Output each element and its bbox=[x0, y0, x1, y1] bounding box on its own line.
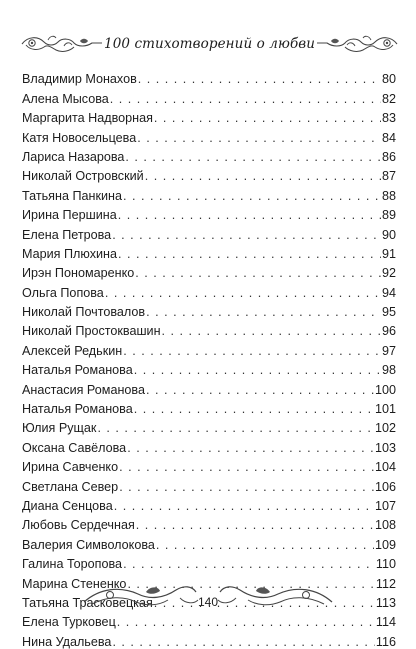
toc-page-number: 95 bbox=[381, 305, 396, 320]
dot-leader bbox=[134, 363, 381, 377]
dot-leader bbox=[135, 266, 381, 280]
dot-leader bbox=[125, 150, 381, 164]
toc-author: Татьяна Панкина bbox=[22, 188, 122, 203]
toc-author: Елена Петрова bbox=[22, 227, 112, 242]
toc-author: Ольга Попова bbox=[22, 285, 104, 300]
dot-leader bbox=[105, 286, 381, 300]
toc-entry bbox=[22, 261, 396, 280]
toc-entry bbox=[22, 319, 396, 338]
toc-author: Светлана Север bbox=[22, 479, 119, 494]
toc-page-number: 89 bbox=[381, 208, 396, 223]
toc-page-number: 87 bbox=[381, 169, 396, 184]
toc-author: Анастасия Романова bbox=[22, 382, 145, 397]
dot-leader bbox=[162, 324, 381, 338]
toc-entry bbox=[22, 435, 396, 454]
dot-leader bbox=[145, 169, 381, 183]
dot-leader bbox=[112, 228, 381, 242]
toc-page-number: 84 bbox=[381, 130, 396, 145]
toc-page-number: 109 bbox=[374, 537, 396, 552]
toc-author: Ирэн Пономаренко bbox=[22, 266, 135, 281]
toc-entry bbox=[22, 106, 396, 125]
toc-entry bbox=[22, 300, 396, 319]
toc-author: Наталья Романова bbox=[22, 402, 133, 417]
toc-author: Мария Плюхина bbox=[22, 246, 117, 261]
toc-entry bbox=[22, 280, 396, 299]
toc-entry bbox=[22, 416, 396, 435]
toc-author: Нина Удальева bbox=[22, 634, 112, 649]
toc-entry bbox=[22, 358, 396, 377]
book-title-header: 100 стихотворений о любви bbox=[104, 36, 316, 52]
toc-entry bbox=[22, 610, 396, 629]
toc-entry bbox=[22, 455, 396, 474]
left-flourish-ornament-icon bbox=[18, 32, 104, 56]
toc-page-number: 102 bbox=[374, 421, 396, 436]
toc-author: Алена Мысова bbox=[22, 91, 109, 106]
toc-page-number: 113 bbox=[375, 595, 396, 610]
dot-leader bbox=[146, 305, 381, 319]
toc-author: Диана Сенцова bbox=[22, 498, 113, 513]
dot-leader bbox=[123, 557, 375, 571]
dot-leader bbox=[156, 538, 374, 552]
dot-leader bbox=[118, 247, 381, 261]
toc-entry bbox=[22, 474, 396, 493]
toc-author: Ирина Савченко bbox=[22, 460, 119, 475]
toc-author: Николай Простоквашин bbox=[22, 324, 161, 339]
toc-entry bbox=[22, 183, 396, 202]
toc-page-number: 110 bbox=[375, 557, 396, 572]
toc-entry bbox=[22, 377, 396, 396]
toc-page-number: 112 bbox=[375, 576, 396, 591]
dot-leader bbox=[136, 518, 374, 532]
dot-leader bbox=[123, 189, 381, 203]
toc-page-number: 104 bbox=[374, 460, 396, 475]
toc-page-number: 82 bbox=[381, 91, 396, 106]
dot-leader bbox=[97, 421, 374, 435]
toc-author: Николай Островский bbox=[22, 169, 144, 184]
table-of-contents bbox=[22, 67, 396, 649]
toc-author: Николай Почтовалов bbox=[22, 305, 146, 320]
toc-author: Юлия Рущак bbox=[22, 421, 97, 436]
toc-page-number: 108 bbox=[374, 518, 396, 533]
toc-author: Наталья Романова bbox=[22, 363, 133, 378]
right-flourish-ornament-icon bbox=[315, 32, 401, 56]
toc-entry bbox=[22, 338, 396, 357]
dot-leader bbox=[154, 111, 381, 125]
toc-page-number: 97 bbox=[381, 343, 396, 358]
toc-author: Галина Торопова bbox=[22, 557, 123, 572]
toc-author: Марина Стененко bbox=[22, 576, 127, 591]
toc-page-number: 116 bbox=[375, 634, 396, 649]
dot-leader bbox=[119, 480, 374, 494]
dot-leader bbox=[123, 344, 381, 358]
dot-leader bbox=[134, 402, 374, 416]
dot-leader bbox=[127, 441, 374, 455]
toc-author: Оксана Савёлова bbox=[22, 440, 127, 455]
toc-author: Елена Турковец bbox=[22, 615, 116, 630]
dot-leader bbox=[114, 499, 374, 513]
toc-author: Маргарита Надворная bbox=[22, 111, 153, 126]
toc-author: Любовь Сердечная bbox=[22, 518, 135, 533]
toc-page-number: 103 bbox=[374, 440, 396, 455]
toc-author: Валерия Символокова bbox=[22, 537, 155, 552]
toc-page-number: 96 bbox=[381, 324, 396, 339]
toc-page-number: 114 bbox=[375, 615, 396, 630]
toc-entry bbox=[22, 125, 396, 144]
toc-author: Владимир Монахов bbox=[22, 72, 137, 87]
toc-entry bbox=[22, 145, 396, 164]
dot-leader bbox=[117, 615, 375, 629]
toc-page-number: 91 bbox=[381, 246, 396, 261]
dot-leader bbox=[118, 208, 381, 222]
toc-entry bbox=[22, 494, 396, 513]
toc-page-number: 86 bbox=[381, 149, 396, 164]
toc-page-number: 88 bbox=[381, 188, 396, 203]
toc-entry bbox=[22, 203, 396, 222]
toc-page-number: 92 bbox=[381, 266, 396, 281]
page-number: 140 bbox=[197, 595, 219, 609]
dot-leader bbox=[110, 92, 381, 106]
toc-page-number: 83 bbox=[381, 111, 396, 126]
dot-leader bbox=[138, 72, 381, 86]
dot-leader bbox=[112, 635, 374, 649]
dot-leader bbox=[146, 383, 374, 397]
toc-page-number: 101 bbox=[374, 402, 396, 417]
dot-leader bbox=[119, 460, 374, 474]
toc-author: Татьяна Трасковецкая bbox=[22, 595, 153, 610]
toc-page-number: 90 bbox=[381, 227, 396, 242]
toc-page-number: 100 bbox=[374, 382, 396, 397]
toc-author: Лариса Назарова bbox=[22, 149, 125, 164]
toc-author: Катя Новосельцева bbox=[22, 130, 137, 145]
running-header bbox=[18, 30, 398, 58]
toc-author: Ирина Першина bbox=[22, 208, 117, 223]
toc-entry bbox=[22, 67, 396, 86]
toc-entry bbox=[22, 513, 396, 532]
toc-entry bbox=[22, 86, 396, 105]
toc-entry bbox=[22, 164, 396, 183]
toc-entry bbox=[22, 397, 396, 416]
toc-page-number: 94 bbox=[381, 285, 396, 300]
dot-leader bbox=[137, 131, 381, 145]
toc-entry bbox=[22, 629, 396, 648]
toc-page-number: 98 bbox=[381, 363, 396, 378]
toc-entry bbox=[22, 532, 396, 551]
toc-entry bbox=[22, 552, 396, 571]
toc-page-number: 80 bbox=[381, 72, 396, 87]
toc-page-number: 107 bbox=[374, 498, 396, 513]
toc-entry bbox=[22, 242, 396, 261]
toc-page-number: 106 bbox=[374, 479, 396, 494]
toc-entry bbox=[22, 222, 396, 241]
toc-author: Алексей Редькин bbox=[22, 343, 123, 358]
